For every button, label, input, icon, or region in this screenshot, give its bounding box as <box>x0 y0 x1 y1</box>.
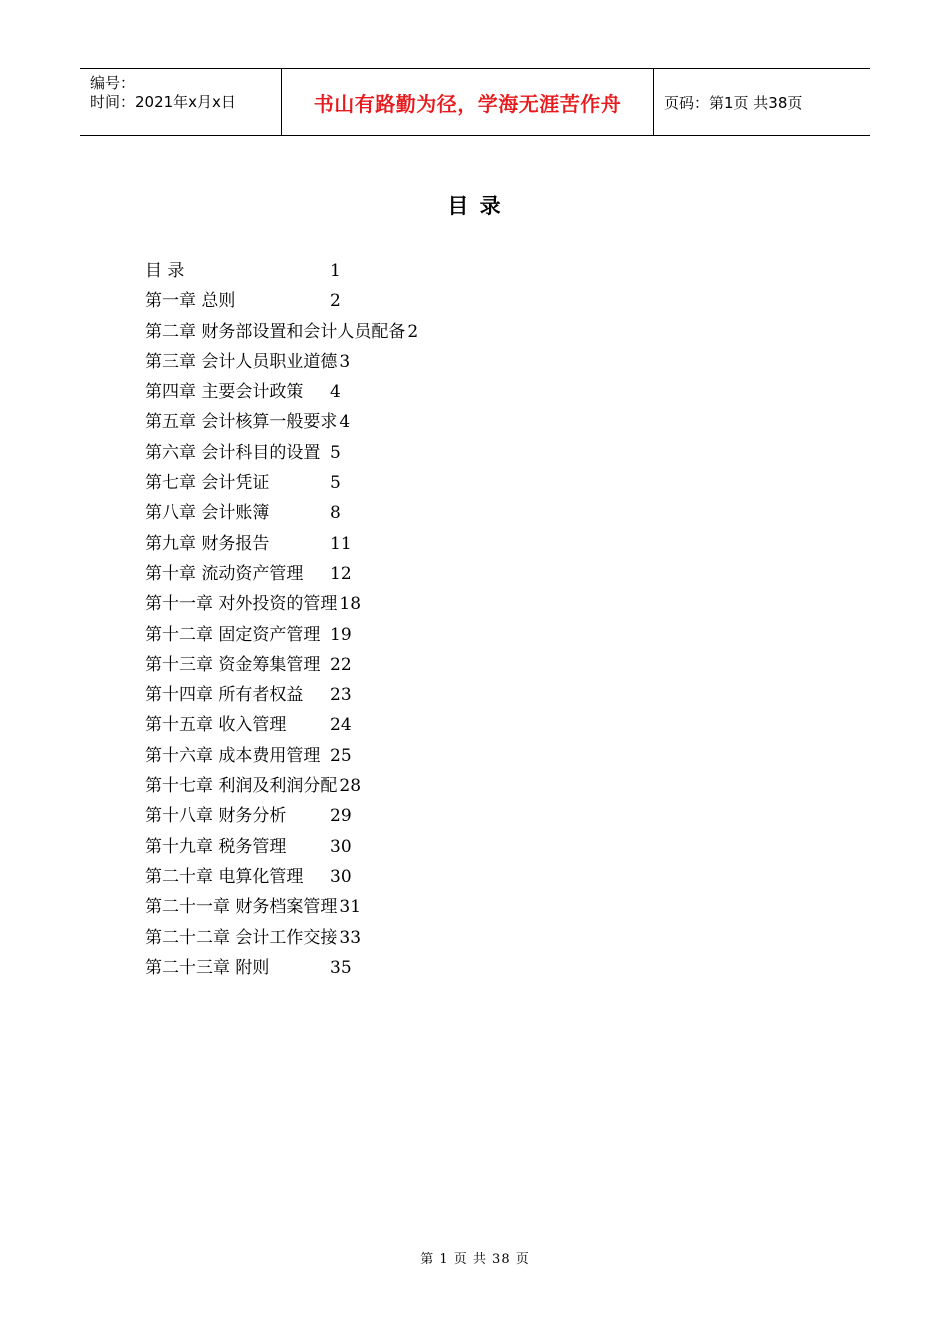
toc-entry-label: 第八章 会计账簿 <box>145 503 270 524</box>
toc-title: 目 录 <box>447 194 503 218</box>
toc-entry-label: 第十五章 收入管理 <box>145 715 287 736</box>
toc-entry-label: 第二十二章 会计工作交接 <box>145 927 338 948</box>
toc-entry-page-number: 30 <box>330 866 352 887</box>
toc-entry-page-number: 24 <box>330 715 352 736</box>
toc-entry-page-number: 11 <box>330 533 352 554</box>
header-page-info: 页码：第1页 共38页 <box>664 93 803 112</box>
toc-entry-page-number: 23 <box>330 685 352 706</box>
toc-entry-page-number: 2 <box>330 291 341 312</box>
toc-entry-label: 第十六章 成本费用管理 <box>145 745 321 766</box>
toc-entry-label: 第十九章 税务管理 <box>145 836 287 857</box>
toc-entry-label: 第十三章 资金筹集管理 <box>145 654 321 675</box>
header-motto-cell <box>282 69 654 135</box>
toc-entry-label: 第九章 财务报告 <box>145 533 270 554</box>
toc-entry-label: 第五章 会计核算一般要求 <box>145 412 338 433</box>
toc-entry-page-number: 18 <box>339 594 362 615</box>
toc-entry-label: 第十八章 财务分析 <box>145 806 287 827</box>
document-date-label: 时间：2021年x月x日 <box>90 93 236 111</box>
toc-entry-page-number: 4 <box>330 382 341 403</box>
toc-entry-page-number: 12 <box>330 563 352 584</box>
toc-entry-label: 第二十一章 财务档案管理 <box>145 897 338 918</box>
page-header <box>80 68 870 136</box>
toc-entry-label: 第二十章 电算化管理 <box>145 866 304 887</box>
toc-entry-label: 第十一章 对外投资的管理 <box>145 594 338 615</box>
toc-entry-label: 第四章 主要会计政策 <box>145 382 304 403</box>
toc-entry-label: 第一章 总则 <box>145 291 236 312</box>
toc-entry-page-number: 33 <box>339 927 362 948</box>
toc-entry-page-number: 3 <box>339 351 351 372</box>
toc-entry-label: 第六章 会计科目的设置 <box>145 442 321 463</box>
toc-entry-label: 第十四章 所有者权益 <box>145 685 304 706</box>
header-meta-cell <box>80 69 282 135</box>
toc-entry-label: 第三章 会计人员职业道德 <box>145 351 338 372</box>
toc-entry-page-number: 30 <box>330 836 352 857</box>
toc-entry-label: 第十二章 固定资产管理 <box>145 624 321 645</box>
toc-entry-page-number: 35 <box>330 957 352 978</box>
toc-entry-label: 第十章 流动资产管理 <box>145 563 304 584</box>
toc-entry-page-number: 31 <box>339 897 362 918</box>
toc-entry-page-number: 5 <box>330 442 341 463</box>
toc-entry-label: 目 录 <box>145 261 185 281</box>
toc-entry-page-number: 29 <box>330 806 352 827</box>
toc-entry-page-number: 25 <box>330 745 352 766</box>
header-motto: 书山有路勤为径，学海无涯苦作舟 <box>313 91 622 116</box>
toc-entry-page-number: 22 <box>330 654 352 675</box>
toc-entry-page-number: 4 <box>339 412 351 433</box>
header-page-cell <box>654 69 870 135</box>
document-number-label: 编号： <box>90 74 136 92</box>
toc-entry-page-number: 28 <box>339 776 362 797</box>
page-footer: 第 1 页 共 38 页 <box>420 1252 530 1267</box>
toc-entry-label: 第二十三章 附则 <box>145 957 270 978</box>
toc-entry-page-number: 19 <box>330 624 352 645</box>
toc-entry-label: 第二章 财务部设置和会计人员配备 <box>145 321 406 342</box>
toc-entry-label: 第七章 会计凭证 <box>145 473 270 494</box>
toc-entry-page-number: 5 <box>330 473 341 494</box>
toc-entry-page-number: 8 <box>330 503 341 524</box>
toc-entry-page-number: 1 <box>330 261 341 281</box>
toc-entry-label: 第十七章 利润及利润分配 <box>145 776 338 797</box>
toc-entry-page-number: 2 <box>407 321 419 342</box>
